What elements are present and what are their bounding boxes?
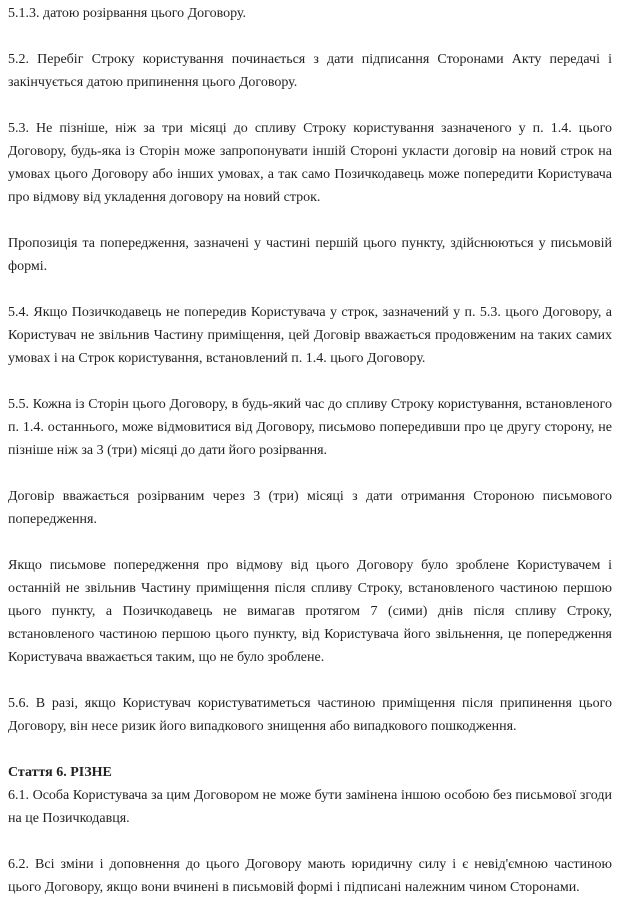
clause-6-2: 6.2. Всі зміни і доповнення до цього Договору мають юридичну силу і є невід'ємною частиною цього Договору, якщо вони вчинені в письмовій формі і підписані належним чином Сторонами. (8, 857, 612, 895)
clause-5-6: 5.6. В разі, якщо Користувач користуватиметься частиною приміщення після припинення цього Договору, він несе ризик його випадкового знищення або випадкового пошкодження. (8, 696, 612, 734)
clause-5-3: 5.3. Не пізніше, ніж за три місяці до спливу Строку користування зазначеного у п. 1.4. цього Договору, будь-яка із Сторін може запропонувати іншій Стороні укласти договір на новий строк на умовах цього Договору або інших умовах, а так само Позичкодавець може попередити Користувача про відмову від укладення договору на новий строк. (8, 121, 612, 205)
clause-5-5: 5.5. Кожна із Сторін цього Договору, в будь-який час до спливу Строку користування, встановленого п. 1.4. останнього, може відмовитися від Договору, письмово попередивши про це другу сторону, не пізніше ніж за 3 (три) місяці до дати його розірвання. (8, 397, 612, 458)
article-6-heading: Стаття 6. РІЗНЕ (8, 765, 112, 780)
clause-5-1-3: 5.1.3. датою розірвання цього Договору. (8, 6, 246, 21)
clause-5-4: 5.4. Якщо Позичкодавець не попередив Користувача у строк, зазначений у п. 5.3. цього Договору, а Користувач не звільнив Частину приміщення, цей Договір вважається продовженим на таких самих умовах і на Строк користування, встановлений п. 1.4. цього Договору. (8, 305, 612, 366)
document-body (8, 0, 612, 899)
clause-5-5-part-3: Якщо письмове попередження про відмову від цього Договору було зроблене Користувачем і останній не звільнив Частину приміщення після спливу Строку, встановленого частиною першою цього пункту, а Позичкодавець не вимагав протягом 7 (сими) днів після спливу Строку, встановленого частиною першою цього пункту, від Користувача його звільнення, це попередження Користувача вважається таким, що не було зроблене. (8, 558, 612, 665)
clause-5-5-part-2: Договір вважається розірваним через 3 (три) місяці з дати отримання Стороною письмового попередження. (8, 489, 612, 527)
clause-6-1: 6.1. Особа Користувача за цим Договором не може бути замінена іншою особою без письмової згоди на це Позичкодавця. (8, 788, 612, 826)
clause-5-3-part-2: Пропозиція та попередження, зазначені у частині першій цього пункту, здійснюються у письмовій формі. (8, 236, 612, 274)
clause-5-2: 5.2. Перебіг Строку користування починається з дати підписання Сторонами Акту передачі і закінчується датою припинення цього Договору. (8, 52, 612, 90)
